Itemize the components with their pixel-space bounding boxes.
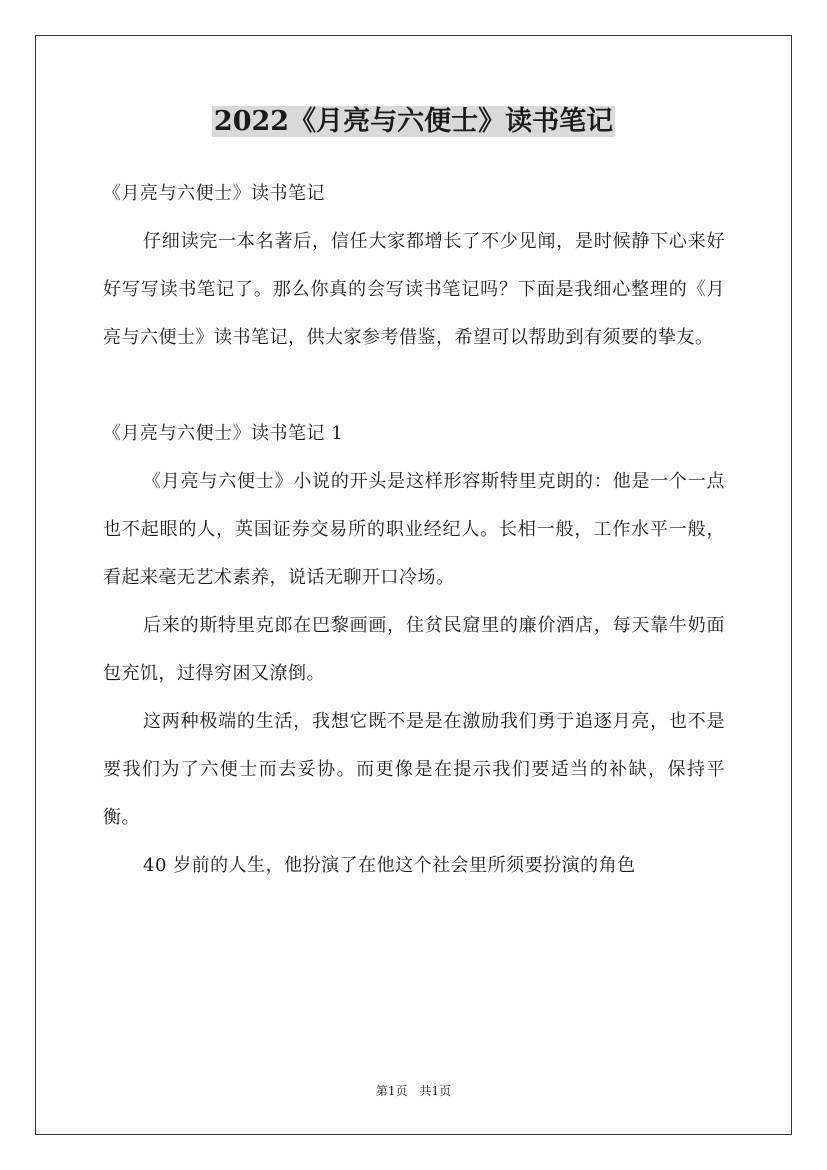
document-title: 2022《月亮与六便士》读书笔记 (213, 106, 614, 137)
document-body (103, 170, 725, 890)
paragraph: 后来的斯特里克郎在巴黎画画，住贫民窟里的廉价酒店，每天靠牛奶面包充饥，过得穷困又潦倒。 (103, 615, 725, 684)
paragraph: 《月亮与六便士》小说的开头是这样形容斯特里克朗的：他是一个一点也不起眼的人，英国证券交易所的职业经纪人。长相一般，工作水平一般，看起来毫无艺术素养，说话无聊开口冷场。 (103, 471, 725, 588)
paragraph-gap (103, 362, 725, 410)
paragraph: 40 岁前的人生，他扮演了在他这个社会里所须要扮演的角色 (143, 855, 636, 876)
paragraph: 《月亮与六便士》读书笔记 1 (103, 423, 344, 444)
page-footer: 第1页 共1页 (375, 1084, 452, 1098)
paragraph: 《月亮与六便士》读书笔记 (103, 183, 325, 204)
paragraph: 仔细读完一本名著后，信任大家都增长了不少见闻，是时候静下心来好好写写读书笔记了。那么你真的会写读书笔记吗？下面是我细心整理的《月亮与六便士》读书笔记，供大家参考借鉴，希望可以帮助到有须要的挚友。 (103, 231, 725, 348)
paragraph: 这两种极端的生活，我想它既不是是在激励我们勇于追逐月亮，也不是要我们为了六便士而去妥协。而更像是在提示我们要适当的补缺，保持平衡。 (103, 711, 725, 828)
